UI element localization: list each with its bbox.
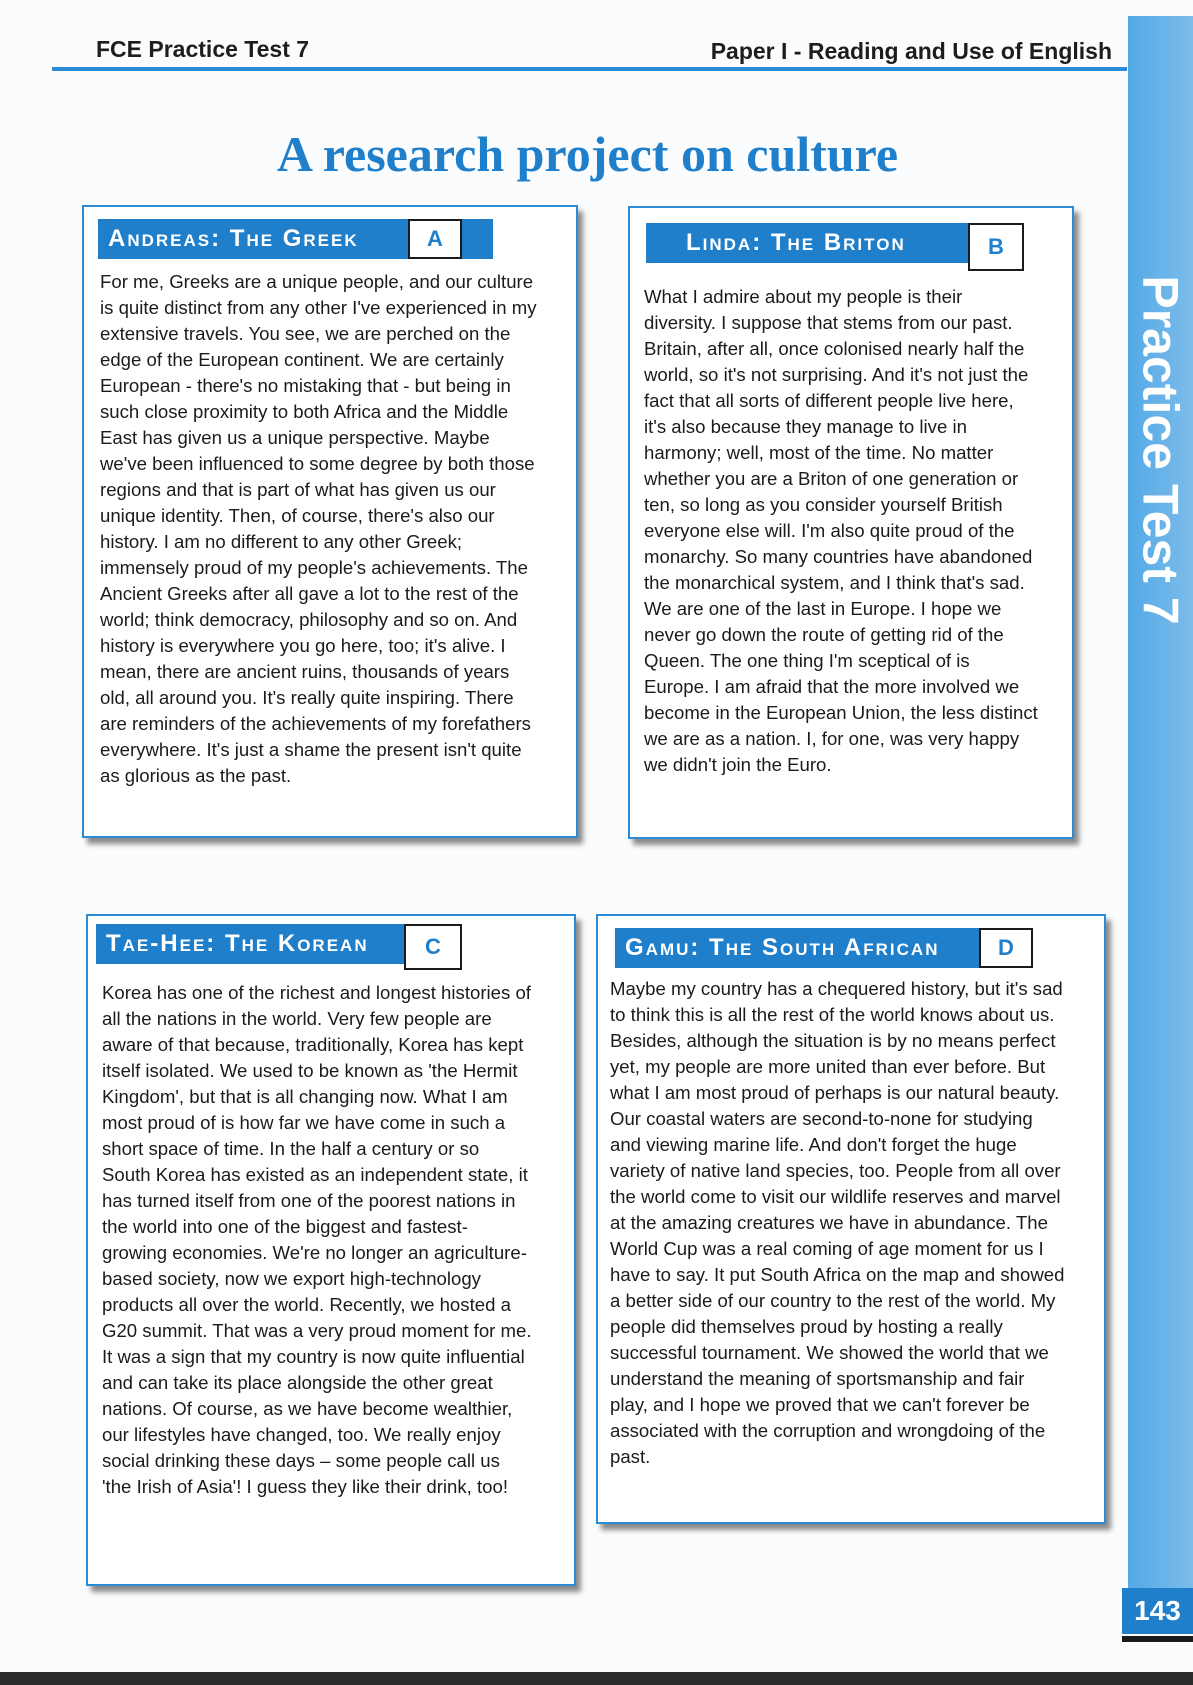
text-body: Korea has one of the richest and longest histories of all the nations in the world. Very few people are aware of that because, traditionally, Korea has kept itself isolated. We used to be known as 'the Hermit Kingdom', but that is all changing now. What I am most proud of is how far we have come in such a short space of time. In the half a century or so South Korea has existed as an independent state, it has turned itself from one of the poorest nations in the world into one of the biggest and fastest-growing economies. We're no longer an agriculture-based society, now we export high-technology products all over the world. Recently, we hosted a G20 summit. That was a very proud moment for me. It was a sign that my country is now quite influential and can take its place alongside the other great nations. Of course, as we have become wealthier, our lifestyles have changed, too. We really enjoy social drinking these days – some people call us 'the Irish of Asia'! I guess they like their drink, too! (102, 982, 532, 1497)
header-divider (52, 67, 1127, 71)
text-box-a (82, 205, 578, 838)
side-tab-band (1128, 16, 1193, 1596)
text-box-b (628, 206, 1074, 839)
text-heading: Andreas: The Greek (98, 219, 493, 259)
text-body: What I admire about my people is their diversity. I suppose that stems from our past. Britain, after all, once colonised nearly half the world, so it's not surprising. And it's not just the fact that all sorts of different people live here, it's also because they manage to live in harmony; well, most of the time. No matter whether you are a Briton of one generation or ten, so long as you consider yourself British everyone else will. I'm also quite proud of the monarchy. So many countries have abandoned the monarchical system, and I think that's sad. We are one of the last in Europe. I hope we never go down the route of getting rid of the Queen. The one thing I'm sceptical of is Europe. I am afraid that the more involved we become in the European Union, the less distinct we are as a nation. I, for one, was very happy we didn't join the Euro. (644, 286, 1038, 775)
side-tab-label: Practice Test 7 (1132, 275, 1189, 625)
text-heading: Linda: The Briton (646, 223, 1016, 263)
text-letter-badge: D (979, 928, 1033, 968)
text-body: Maybe my country has a chequered history, but it's sad to think this is all the rest of the world knows about us. Besides, although the situation is by no means perfect yet, my people are more united than ever before. But what I am most proud of perhaps is our natural beauty. Our coastal waters are second-to-none for studying and viewing marine life. And don't forget the huge variety of native land species, too. People from all over the world come to visit our wildlife reserves and marvel at the amazing creatures we have in abundance. The World Cup was a real coming of age moment for us I have to say. It put South Africa on the map and showed a better side of our country to the rest of the world. My people did themselves proud by hosting a really successful tournament. We showed the world that we understand the meaning of sportsmanship and fair play, and I hope we proved that we can't forever be associated with the corruption and wrongdoing of the past. (610, 978, 1065, 1467)
text-letter-badge: B (968, 223, 1024, 271)
page-title: A research project on culture (276, 126, 899, 182)
header-paper-name: Paper I - Reading and Use of English (710, 38, 1112, 64)
text-box-d (596, 914, 1106, 1524)
text-heading: Tae-Hee: The Korean (96, 924, 411, 964)
text-box-c (86, 914, 576, 1586)
text-letter-badge: A (408, 219, 462, 259)
side-tab (1128, 260, 1193, 640)
header-test-name: FCE Practice Test 7 (96, 36, 310, 62)
text-body: For me, Greeks are a unique people, and our culture is quite distinct from any other I've experienced in my extensive travels. You see, we are perched on the edge of the European continent. We are certainly European - there's no mistaking that - but being in such close proximity to both Africa and the Middle East has given us a unique perspective. Maybe we've been influenced to some degree by both those regions and that is part of what has given us our unique identity. Then, of course, there's also our history. I am no different to any other Greek; immensely proud of my people's achievements. The Ancient Greeks after all gave a lot to the rest of the world; think democracy, philosophy and so on. And history is everywhere you go here, too; it's alive. I mean, there are ancient ruins, thousands of years old, all around you. It's really quite inspiring. There are reminders of the achievements of my forefathers everywhere. It's just a shame the present isn't quite as glorious as the past. (100, 271, 537, 786)
page-number-underline (1122, 1636, 1193, 1642)
bottom-edge (0, 1672, 1193, 1685)
text-letter-badge: C (404, 924, 462, 970)
text-heading: Gamu: The South African (615, 928, 995, 968)
page-number: 143 (1122, 1588, 1193, 1634)
